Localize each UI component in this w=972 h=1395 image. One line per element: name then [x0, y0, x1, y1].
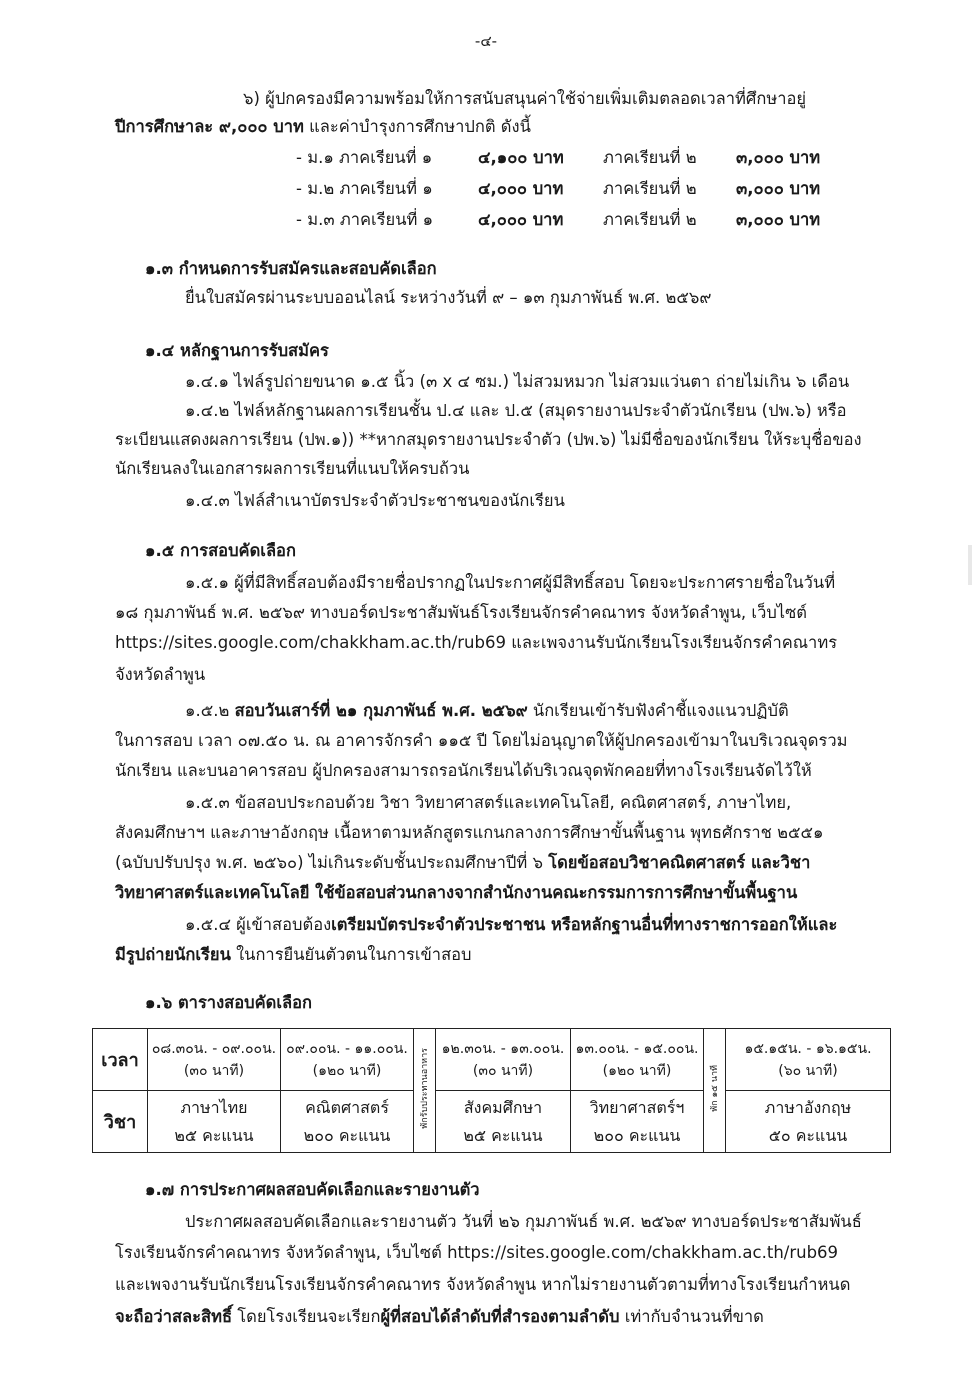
subject-cell: [571, 1091, 704, 1153]
item6-annual-fee: ปีการศึกษาละ ๙,๐๐๐ บาท: [115, 117, 304, 136]
slot-duration: (๓๐ นาที): [183, 1062, 245, 1079]
time-slot: [726, 1029, 891, 1091]
fee-level: - ม.๑ ภาคเรียนที่ ๑: [296, 148, 433, 167]
forfeit-text: จะถือว่าสละสิทธิ์: [115, 1307, 233, 1326]
clause-bold-text: เตรียมบัตรประจำตัวประชาชน หรือหลักฐานอื่นที่ทางราชการออกให้และ: [331, 915, 838, 934]
row-label-subject: วิชา: [93, 1091, 148, 1153]
reserve-text: ผู้ที่สอบได้ลำดับที่สำรองตามลำดับ: [380, 1307, 620, 1326]
fee-amount-term1: ๔,๐๐๐ บาท: [478, 210, 564, 229]
page-edge-shadow: [968, 545, 972, 585]
section-1-3-text: ยื่นใบสมัครผ่านระบบออนไลน์ ระหว่างวันที่ ๙ – ๑๓ กุมภาพันธ์ พ.ศ. ๒๕๖๙: [185, 288, 712, 307]
time-slot: [571, 1029, 704, 1091]
section-1-5-3-line4: วิทยาศาสตร์และเทคโนโลยี ใช้ข้อสอบส่วนกลางจากสำนักงานคณะกรรมการการศึกษาขั้นพื้นฐาน: [115, 883, 798, 902]
section-1-7-line1: ประกาศผลสอบคัดเลือกและรายงานตัว วันที่ ๒๖ กุมภาพันธ์ พ.ศ. ๒๕๖๙ ทางบอร์ดประชาสัมพันธ์: [185, 1212, 862, 1231]
subject-cell: [436, 1091, 571, 1153]
section-1-5-2-line2: ในการสอบ เวลา ๐๗.๕๐ น. ณ อาคารจักรคำ ๑๑๕ ปี โดยไม่อนุญาตให้ผู้ปกครองเข้ามาในบริเวณจุดรวม: [115, 731, 848, 750]
clause-text: ๑.๕.๔ ผู้เข้าสอบต้อง: [185, 915, 332, 934]
clause-text: โดยโรงเรียนจะเรียก: [232, 1307, 381, 1326]
item6-line1: ๖) ผู้ปกครองมีความพร้อมให้การสนับสนุนค่าใช้จ่ายเพิ่มเติมตลอดเวลาที่ศึกษาอยู่: [243, 89, 807, 108]
section-1-5-3-line2: สังคมศึกษาฯ และภาษาอังกฤษ เนื้อหาตามหลักสูตรแกนกลางการศึกษาขั้นพื้นฐาน พุทธศักราช ๒๕๕๑: [115, 823, 824, 842]
slot-time: ๐๙.๐๐น. - ๑๑.๐๐น.: [286, 1040, 408, 1057]
fee-term2-label: ภาคเรียนที่ ๒: [603, 210, 697, 229]
clause-bold-text: มีรูปถ่ายนักเรียน: [115, 945, 231, 964]
subject-score: ๕๐ คะแนน: [768, 1125, 848, 1145]
fee-term2-label: ภาคเรียนที่ ๒: [603, 148, 697, 167]
slot-duration: (๓๐ นาที): [472, 1062, 534, 1079]
subject-name: สังคมศึกษา: [463, 1097, 543, 1117]
time-slot: [281, 1029, 414, 1091]
exam-date: สอบวันเสาร์ที่ ๒๑ กุมภาพันธ์ พ.ศ. ๒๕๖๙: [234, 701, 528, 720]
section-1-5-1-line3: https://sites.google.com/chakkham.ac.th/rub69 และเพจงานรับนักเรียนโรงเรียนจักรคำคณาทร: [115, 633, 838, 652]
lunch-break-cell: [414, 1029, 436, 1153]
item6-line2: [115, 114, 531, 140]
subject-cell: [726, 1091, 891, 1153]
fee-amount-term2: ๓,๐๐๐ บาท: [736, 210, 821, 229]
slot-duration: (๖๐ นาที): [778, 1062, 838, 1079]
section-1-4-3: ๑.๔.๓ ไฟล์สำเนาบัตรประจำตัวประชาชนของนักเรียน: [185, 491, 565, 510]
section-1-5-3-line1: ๑.๕.๓ ข้อสอบประกอบด้วย วิชา วิทยาศาสตร์และเทคโนโลยี, คณิตศาสตร์, ภาษาไทย,: [185, 793, 792, 812]
section-1-5-4-line2: [115, 942, 472, 968]
fee-amount-term2: ๓,๐๐๐ บาท: [736, 179, 821, 198]
item6-line2-rest: และค่าบำรุงการศึกษาปกติ ดังนี้: [303, 117, 531, 136]
short-break-cell: [704, 1029, 726, 1153]
clause-text: เท่ากับจำนวนที่ขาด: [619, 1307, 764, 1326]
subject-name: วิทยาศาสตร์ฯ: [589, 1097, 685, 1117]
fee-amount-term1: ๔,๐๐๐ บาท: [478, 179, 564, 198]
section-1-5-heading: ๑.๕ การสอบคัดเลือก: [145, 541, 296, 560]
section-1-4-heading: ๑.๔ หลักฐานการรับสมัคร: [145, 341, 329, 360]
section-1-4-2-line3: นักเรียนลงในเอกสารผลการเรียนที่แนบให้ครบถ้วน: [115, 459, 470, 478]
row-label-time: เวลา: [93, 1029, 148, 1091]
section-1-4-2-line2: ระเบียนแสดงผลการเรียน (ปพ.๑)) **หากสมุดรายงานประจำตัว (ปพ.๖) ไม่มีชื่อของนักเรียน ให้ระบุชื่อของ: [115, 430, 862, 449]
slot-duration: (๑๒๐ นาที): [602, 1062, 672, 1079]
schedule-time-row: [93, 1029, 891, 1091]
subject-score: ๒๕ คะแนน: [174, 1125, 254, 1145]
fee-level: - ม.๒ ภาคเรียนที่ ๑: [296, 179, 433, 198]
time-slot: [436, 1029, 571, 1091]
section-1-5-1-line2: ๑๘ กุมภาพันธ์ พ.ศ. ๒๕๖๙ ทางบอร์ดประชาสัมพันธ์โรงเรียนจักรคำคณาทร จังหวัดลำพูน, เว็บไซต์: [115, 603, 808, 622]
section-1-7-line3: และเพจงานรับนักเรียนโรงเรียนจักรคำคณาทร จังหวัดลำพูน หากไม่รายงานตัวตามที่ทางโรงเรียนกำหนด: [115, 1275, 851, 1294]
fee-amount-term2: ๓,๐๐๐ บาท: [736, 148, 821, 167]
slot-time: ๑๓.๐๐น. - ๑๕.๐๐น.: [575, 1040, 699, 1057]
schedule-subject-row: [93, 1091, 891, 1153]
section-1-5-1-line4: จังหวัดลำพูน: [115, 665, 206, 684]
lunch-break-label: พักรับประทานอาหาร: [419, 1048, 430, 1129]
fee-amount-term1: ๔,๑๐๐ บาท: [478, 148, 564, 167]
fee-term2-label: ภาคเรียนที่ ๒: [603, 179, 697, 198]
subject-cell: [148, 1091, 281, 1153]
section-1-3-heading: ๑.๓ กำหนดการรับสมัครและสอบคัดเลือก: [145, 259, 437, 278]
fee-level: - ม.๓ ภาคเรียนที่ ๑: [296, 210, 434, 229]
clause-number: ๑.๕.๒: [185, 701, 235, 720]
section-1-7-line2: โรงเรียนจักรคำคณาทร จังหวัดลำพูน, เว็บไซต์ https://sites.google.com/chakkham.ac.th/rub69: [115, 1243, 839, 1262]
exam-schedule-table: [92, 1028, 891, 1153]
clause-text: นักเรียนเข้ารับฟังคำชี้แจงแนวปฏิบัติ: [527, 701, 789, 720]
slot-time: ๐๘.๓๐น. - ๐๙.๐๐น.: [151, 1040, 277, 1057]
section-1-4-1: ๑.๔.๑ ไฟล์รูปถ่ายขนาด ๑.๕ นิ้ว (๓ x ๔ ซม.) ไม่สวมหมวก ไม่สวมแว่นตา ถ่ายไม่เกิน ๖ เดือน: [185, 372, 850, 391]
section-1-5-3-line3: [115, 850, 810, 876]
subject-name: คณิตศาสตร์: [305, 1097, 389, 1117]
clause-text: (ฉบับปรับปรุง พ.ศ. ๒๕๖๐) ไม่เกินระดับชั้นประถมศึกษาปีที่ ๖: [115, 853, 549, 872]
subject-score: ๒๐๐ คะแนน: [593, 1125, 681, 1145]
slot-time: ๑๒.๓๐น. - ๑๓.๐๐น.: [441, 1040, 565, 1057]
clause-bold-text: โดยข้อสอบวิชาคณิตศาสตร์ และวิชา: [548, 853, 811, 872]
section-1-6-heading: ๑.๖ ตารางสอบคัดเลือก: [145, 993, 312, 1012]
subject-score: ๒๐๐ คะแนน: [303, 1125, 391, 1145]
section-1-5-4-line1: [185, 912, 837, 938]
section-1-4-2-line1: ๑.๔.๒ ไฟล์หลักฐานผลการเรียนชั้น ป.๔ และ ป.๕ (สมุดรายงานประจำตัวนักเรียน (ปพ.๖) หรือ: [185, 401, 847, 420]
short-break-label: พัก ๑๕ นาที: [709, 1065, 720, 1112]
subject-name: ภาษาไทย: [180, 1097, 248, 1117]
slot-duration: (๑๒๐ นาที): [312, 1062, 382, 1079]
clause-text: ในการยืนยันตัวตนในการเข้าสอบ: [230, 945, 472, 964]
page-number: -๔-: [474, 32, 498, 50]
slot-time: ๑๕.๑๕น. - ๑๖.๑๕น.: [744, 1040, 872, 1057]
section-1-5-2-line3: นักเรียน และบนอาคารสอบ ผู้ปกครองสามารถรอนักเรียนได้บริเวณจุดพักคอยที่ทางโรงเรียนจัดไว้ให้: [115, 761, 812, 780]
subject-cell: [281, 1091, 414, 1153]
section-1-7-line4: [115, 1304, 764, 1330]
section-1-7-heading: ๑.๗ การประกาศผลสอบคัดเลือกและรายงานตัว: [145, 1180, 480, 1199]
time-slot: [148, 1029, 281, 1091]
subject-score: ๒๕ คะแนน: [463, 1125, 543, 1145]
section-1-5-1-line1: ๑.๕.๑ ผู้ที่มีสิทธิ์สอบต้องมีรายชื่อปรากฏในประกาศผู้มีสิทธิ์สอบ โดยจะประกาศรายชื่อในวันที่: [185, 573, 836, 592]
section-1-5-2-line1: [185, 698, 789, 724]
subject-name: ภาษาอังกฤษ: [764, 1097, 852, 1117]
